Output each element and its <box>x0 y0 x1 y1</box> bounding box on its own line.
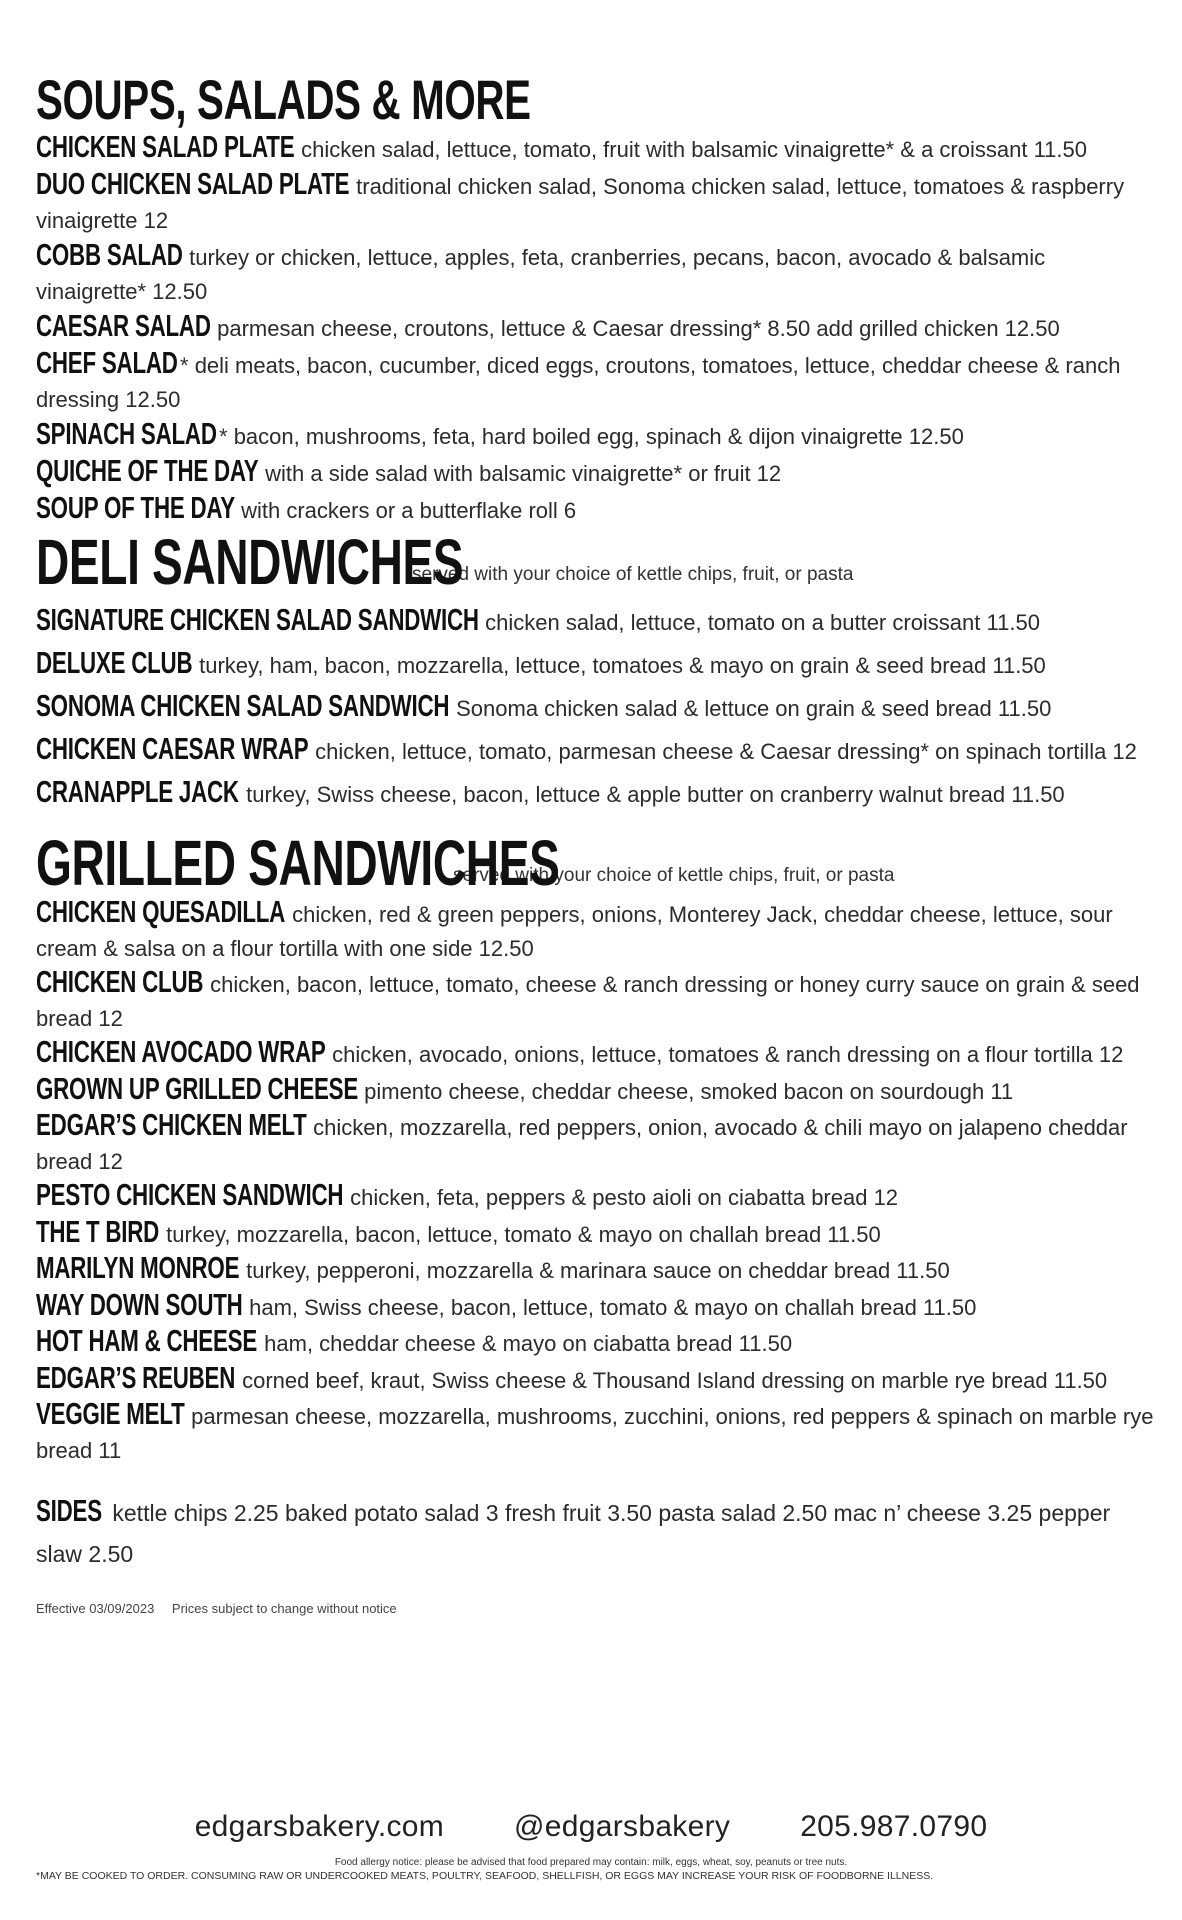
menu-item <box>36 238 1156 309</box>
menu-item <box>36 600 1156 643</box>
menu-item <box>36 1215 1156 1252</box>
menu-item-description: ham, cheddar cheese & mayo on ciabatta bread 11.50 <box>264 1331 793 1356</box>
menu-item <box>36 1288 1156 1325</box>
menu-item-name: QUICHE OF THE DAY <box>36 453 259 488</box>
menu-item <box>36 346 1156 417</box>
menu-item-name-wrap <box>36 1178 344 1215</box>
menu-item-description: turkey, pepperoni, mozzarella & marinara sauce on cheddar bread 11.50 <box>246 1258 950 1283</box>
menu-item-name-wrap <box>36 643 193 686</box>
menu-item <box>36 1072 1156 1109</box>
menu-item <box>36 686 1156 729</box>
menu-item-name-wrap <box>36 346 178 383</box>
menu-item-description: parmesan cheese, mozzarella, mushrooms, zucchini, onions, red peppers & spinach on marble rye bread 11 <box>36 1404 1154 1463</box>
soups-section <box>36 70 1156 528</box>
soups-section-title: SOUPS, SALADS & MORE <box>36 68 531 131</box>
deli-section <box>36 526 1156 815</box>
menu-item-description: chicken, feta, peppers & pesto aioli on ciabatta bread 12 <box>350 1185 899 1210</box>
menu-item <box>36 130 1156 167</box>
menu-item <box>36 1397 1156 1467</box>
menu-item <box>36 1035 1156 1072</box>
social-handle[interactable]: @edgarsbakery <box>514 1810 731 1843</box>
menu-item-name: CRANAPPLE JACK <box>36 774 239 809</box>
menu-item-description: ham, Swiss cheese, bacon, lettuce, tomato & mayo on challah bread 11.50 <box>249 1294 977 1320</box>
menu-item-name-wrap <box>36 238 183 275</box>
menu-item-star: * <box>219 424 228 449</box>
menu-item-name-wrap <box>36 167 350 204</box>
menu-item-name: SONOMA CHICKEN SALAD SANDWICH <box>36 688 450 723</box>
menu-item-name-wrap <box>36 491 235 528</box>
menu-item-name-wrap <box>36 309 211 346</box>
menu-item <box>36 417 1156 454</box>
menu-item-name-wrap <box>36 1215 160 1252</box>
menu-item-name: COBB SALAD <box>36 237 183 272</box>
menu-item-name-wrap <box>36 1072 358 1109</box>
grilled-section-subtitle: served with your choice of kettle chips, fruit, or pasta <box>453 865 895 886</box>
menu-page <box>36 70 1156 1616</box>
menu-item-description: with crackers or a butterflake roll 6 <box>241 498 577 523</box>
effective-note <box>36 1601 1156 1616</box>
menu-item-description: chicken, mozzarella, red peppers, onion, avocado & chili mayo on jalapeno cheddar bread 12 <box>36 1115 1128 1174</box>
grilled-section-title: GRILLED SANDWICHES <box>36 827 560 899</box>
grilled-items <box>36 895 1156 1467</box>
menu-item-name: MARILYN MONROE <box>36 1250 240 1285</box>
menu-item-name: VEGGIE MELT <box>36 1396 185 1431</box>
menu-item-description: traditional chicken salad, Sonoma chicken salad, lettuce, tomatoes & raspberry vinaigrette 12 <box>36 174 1125 233</box>
menu-item <box>36 772 1156 815</box>
phone-number[interactable]: 205.987.0790 <box>800 1810 988 1843</box>
allergy-notice: Food allergy notice: please be advised that food prepared may contain: milk, eggs, wheat, soy, peanuts or tree nuts. <box>334 1857 848 1868</box>
menu-item-name: HOT HAM & CHEESE <box>36 1323 258 1358</box>
menu-item <box>36 1251 1156 1288</box>
menu-item-description: corned beef, kraut, Swiss cheese & Thousand Island dressing on marble rye bread 11.50 <box>242 1367 1108 1393</box>
menu-item-description: chicken, red & green peppers, onions, Monterey Jack, cheddar cheese, lettuce, sour cream & salsa on a flour tortilla with one side 12.50 <box>36 902 1113 961</box>
menu-item-description: chicken salad, lettuce, tomato on a butter croissant 11.50 <box>485 610 1040 635</box>
grilled-section-header <box>36 827 1156 899</box>
menu-item <box>36 1178 1156 1215</box>
menu-item-name: CHICKEN CAESAR WRAP <box>36 731 309 766</box>
menu-item-name-wrap <box>36 600 479 643</box>
menu-item-name-wrap <box>36 1108 307 1145</box>
menu-item <box>36 491 1156 528</box>
deli-section-subtitle: served with your choice of kettle chips, fruit, or pasta <box>412 564 854 585</box>
menu-item-description: bacon, mushrooms, feta, hard boiled egg, spinach & dijon vinaigrette 12.50 <box>233 424 964 449</box>
menu-item <box>36 1108 1156 1178</box>
menu-item <box>36 895 1156 965</box>
deli-items <box>36 600 1156 815</box>
menu-item-name-wrap <box>36 895 286 932</box>
menu-item-description: chicken, avocado, onions, lettuce, tomatoes & ranch dressing on a flour tortilla 12 <box>332 1042 1124 1067</box>
menu-item-description: turkey, ham, bacon, mozzarella, lettuce, tomatoes & mayo on grain & seed bread 11.50 <box>199 653 1046 678</box>
menu-item <box>36 454 1156 491</box>
menu-item-name-wrap <box>36 1361 236 1398</box>
menu-item-name: CHICKEN AVOCADO WRAP <box>36 1034 326 1069</box>
menu-item-description: parmesan cheese, croutons, lettuce & Caesar dressing* 8.50 add grilled chicken 12.50 <box>217 316 1060 341</box>
menu-item-description: with a side salad with balsamic vinaigrette* or fruit 12 <box>265 461 782 486</box>
menu-item-description: pimento cheese, cheddar cheese, smoked bacon on sourdough 11 <box>364 1078 1014 1104</box>
menu-item-star: * <box>180 353 189 378</box>
menu-item-name: EDGAR’S CHICKEN MELT <box>36 1107 307 1142</box>
menu-item-name: DUO CHICKEN SALAD PLATE <box>36 166 350 201</box>
menu-item-name-wrap <box>36 1035 326 1072</box>
menu-item <box>36 1361 1156 1398</box>
menu-item-name-wrap <box>36 454 259 491</box>
menu-item-name: THE T BIRD <box>36 1213 160 1249</box>
menu-item-description: chicken, bacon, lettuce, tomato, cheese & ranch dressing or honey curry sauce on grain & seed bread 12 <box>36 972 1140 1031</box>
menu-item-name-wrap <box>36 1251 240 1288</box>
menu-item-name-wrap <box>36 729 309 772</box>
menu-item-name-wrap <box>36 130 295 167</box>
menu-item-name: EDGAR’S REUBEN <box>36 1359 236 1395</box>
menu-item-name-wrap <box>36 417 217 454</box>
menu-item-name: CHICKEN CLUB <box>36 964 204 999</box>
menu-item-name-wrap <box>36 1397 185 1434</box>
menu-item <box>36 729 1156 772</box>
menu-item-name: PESTO CHICKEN SANDWICH <box>36 1177 344 1212</box>
menu-item-description: chicken, lettuce, tomato, parmesan cheese & Caesar dressing* on spinach tortilla 12 <box>315 739 1137 764</box>
grilled-section <box>36 827 1156 1467</box>
menu-item <box>36 643 1156 686</box>
menu-item-description: Sonoma chicken salad & lettuce on grain & seed bread 11.50 <box>456 696 1052 721</box>
menu-item-description: deli meats, bacon, cucumber, diced eggs, croutons, tomatoes, lettuce, cheddar cheese & ranch dressing 12.50 <box>36 353 1121 412</box>
menu-item-name: DELUXE CLUB <box>36 645 193 680</box>
menu-item-name: CAESAR SALAD <box>36 308 211 343</box>
menu-item <box>36 965 1156 1035</box>
menu-item-description: turkey or chicken, lettuce, apples, feta, cranberries, pecans, bacon, avocado & balsamic vinaigrette* 12.50 <box>36 245 1046 304</box>
menu-item-name-wrap <box>36 686 450 729</box>
menu-item-name: CHICKEN SALAD PLATE <box>36 129 295 164</box>
menu-item-name-wrap <box>36 772 240 815</box>
sides-line <box>36 1490 1156 1575</box>
deli-section-header <box>36 526 1156 598</box>
menu-item-description: turkey, Swiss cheese, bacon, lettuce & apple butter on cranberry walnut bread 11.50 <box>246 782 1065 807</box>
contact-bar <box>0 1810 1182 1844</box>
soups-items <box>36 130 1156 528</box>
menu-item-name-wrap <box>36 965 204 1002</box>
sides-section <box>36 1490 1156 1575</box>
menu-item-name: GROWN UP GRILLED CHEESE <box>36 1070 359 1106</box>
menu-item-name: CHICKEN QUESADILLA <box>36 894 286 929</box>
effective-date: Effective 03/09/2023 <box>36 1601 155 1616</box>
sides-title: SIDES <box>36 1493 102 1528</box>
menu-item <box>36 167 1156 238</box>
menu-item-name: SPINACH SALAD <box>36 416 217 451</box>
sides-items: kettle chips 2.25 baked potato salad 3 fresh fruit 3.50 pasta salad 2.50 mac n’ cheese 3.25 pepper slaw 2.50 <box>36 1500 1111 1567</box>
menu-item <box>36 1324 1156 1361</box>
menu-item-name: CHEF SALAD <box>36 345 178 380</box>
menu-item-name: SOUP OF THE DAY <box>36 490 235 525</box>
menu-item-name-wrap <box>36 1288 243 1325</box>
menu-item-description: turkey, mozzarella, bacon, lettuce, tomato & mayo on challah bread 11.50 <box>166 1221 881 1247</box>
menu-item-name-wrap <box>36 1324 258 1361</box>
menu-item-name: SIGNATURE CHICKEN SALAD SANDWICH <box>36 602 479 637</box>
menu-item-name: WAY DOWN SOUTH <box>36 1286 243 1322</box>
raw-food-warning: *MAY BE COOKED TO ORDER. CONSUMING RAW OR UNDERCOOKED MEATS, POULTRY, SEAFOOD, SHELLFISH, OR EGGS MAY INCREASE YOUR RISK OF FOODBORNE ILLNESS. <box>36 1870 934 1882</box>
deli-section-title: DELI SANDWICHES <box>36 526 464 598</box>
menu-item <box>36 309 1156 346</box>
price-note: Prices subject to change without notice <box>171 1601 397 1616</box>
menu-item-description: chicken salad, lettuce, tomato, fruit with balsamic vinaigrette* & a croissant 11.50 <box>301 137 1087 162</box>
website-link[interactable]: edgarsbakery.com <box>194 1810 445 1843</box>
